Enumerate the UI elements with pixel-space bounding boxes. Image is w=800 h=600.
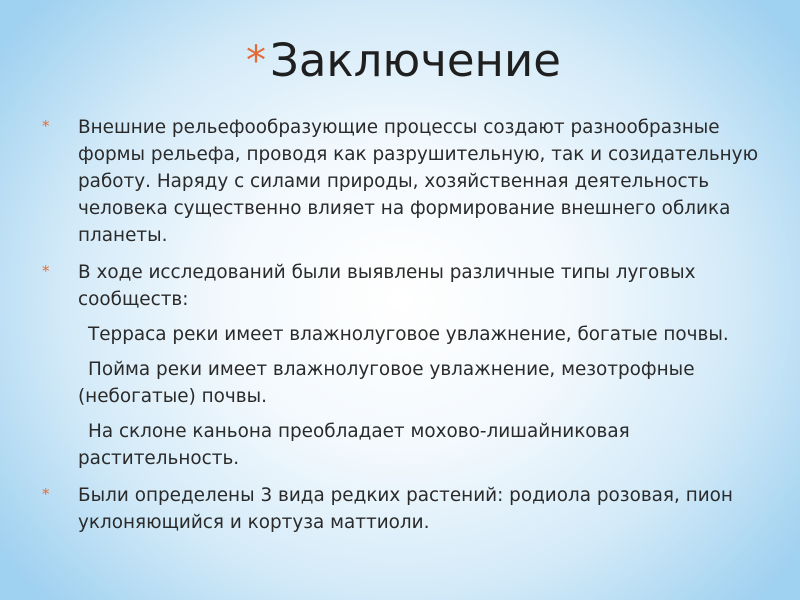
asterisk-bullet-icon: *	[42, 262, 50, 280]
bullet-item	[42, 482, 762, 536]
bullet-item	[42, 259, 762, 472]
bullet-text: Были определены 3 вида редких растений: родиола розовая, пион уклоняющийся и кортуза маттиоли.	[78, 485, 733, 533]
sub-item-text: Пойма реки имеет влажнолуговое увлажнение, мезотрофные (небогатые) почвы.	[78, 359, 695, 407]
slide-title	[246, 30, 561, 92]
slide-content	[42, 114, 762, 536]
sub-item-text: Терраса реки имеет влажнолуговое увлажнение, богатые почвы.	[88, 324, 729, 345]
bullet-item	[42, 114, 762, 249]
sub-item-text: На склоне каньона преобладает мохово-лишайниковая растительность.	[78, 421, 630, 469]
slide-title-text: Заключение	[270, 34, 561, 87]
bullet-text: Внешние рельефообразующие процессы создают разнообразные формы рельефа, проводя как разрушительную, так и созидательную работу. Наряду с силами природы, хозяйственная деятельность человека существенно влияет на формирование внешнего облика планеты.	[78, 117, 759, 246]
asterisk-icon: *	[246, 38, 266, 84]
bullet-text: В ходе исследований были выявлены различные типы луговых сообществ:	[78, 262, 696, 310]
asterisk-bullet-icon: *	[42, 117, 50, 135]
asterisk-bullet-icon: *	[42, 485, 50, 503]
